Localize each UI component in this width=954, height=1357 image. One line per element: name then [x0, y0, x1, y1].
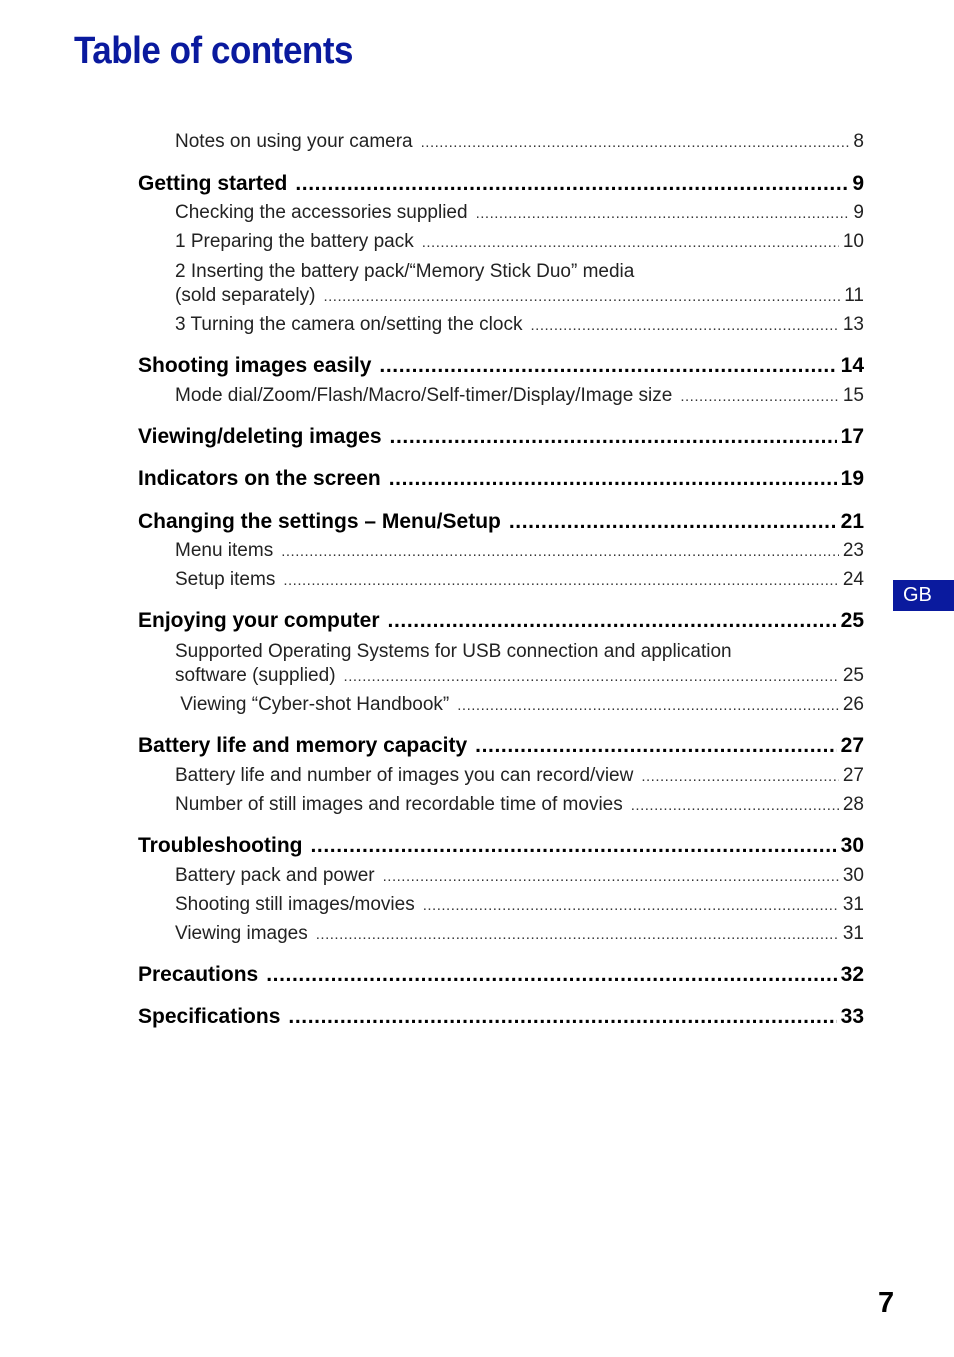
toc-page-number: 27: [840, 734, 864, 757]
toc-entry-shooting-still[interactable]: [175, 894, 864, 916]
toc-entry-label: Battery life and number of images you can record/view: [175, 765, 634, 786]
language-tab: GB: [893, 580, 954, 611]
page-number: 7: [878, 1287, 895, 1319]
toc-page-number: 15: [842, 385, 864, 406]
toc-section-indicators[interactable]: [138, 467, 864, 491]
toc-entry-inserting-line1[interactable]: 2 Inserting the battery pack/“Memory Stick Duo” media: [175, 261, 635, 282]
toc-entry-notes[interactable]: [175, 131, 864, 153]
toc-page-number: 8: [853, 131, 864, 152]
dot-leader: [281, 543, 839, 560]
dot-leader: [295, 172, 848, 196]
toc-page-number: 30: [842, 865, 864, 886]
dot-leader: [383, 868, 839, 885]
toc-section-label: Viewing/deleting images: [138, 425, 382, 448]
dot-leader: [288, 1005, 836, 1029]
toc-page-number: 13: [842, 314, 864, 335]
toc-page-number: 23: [842, 540, 864, 561]
toc-page-number: 9: [853, 202, 864, 223]
toc-entry-label: Viewing “Cyber-shot Handbook”: [175, 694, 450, 715]
dot-leader: [631, 797, 839, 814]
toc-section-label: Battery life and memory capacity: [138, 734, 468, 757]
dot-leader: [421, 134, 850, 151]
toc-entry-number-still[interactable]: [175, 794, 864, 816]
toc-entry-label: Notes on using your camera: [175, 131, 413, 152]
toc-page-number: 32: [840, 963, 864, 986]
dot-leader: [423, 897, 839, 914]
toc-section-shooting-easily[interactable]: [138, 354, 864, 378]
toc-section-label: Indicators on the screen: [138, 467, 381, 490]
toc-section-label: Shooting images easily: [138, 354, 372, 377]
toc-section-battery-life[interactable]: [138, 734, 864, 758]
toc-entry-checking-accessories[interactable]: [175, 202, 864, 224]
dot-leader: [266, 963, 836, 987]
toc-entry-label: 3 Turning the camera on/setting the clock: [175, 314, 523, 335]
toc-entry-label: software (supplied): [175, 665, 336, 686]
dot-leader: [283, 572, 839, 589]
toc-section-label: Changing the settings – Menu/Setup: [138, 510, 501, 533]
toc-entry-label: Viewing images: [175, 923, 308, 944]
toc-page-number: 21: [840, 510, 864, 533]
toc-section-specifications[interactable]: [138, 1005, 864, 1029]
toc-page-number: 17: [840, 425, 864, 448]
dot-leader: [530, 317, 838, 334]
toc-section-enjoying-computer[interactable]: [138, 609, 864, 633]
toc-section-label: Enjoying your computer: [138, 609, 380, 632]
toc-entry-label: Mode dial/Zoom/Flash/Macro/Self-timer/Display/Image size: [175, 385, 673, 406]
toc-entry-label: 1 Preparing the battery pack: [175, 231, 414, 252]
toc-entry-mode-dial[interactable]: [175, 385, 864, 407]
toc-entry-label: Shooting still images/movies: [175, 894, 415, 915]
toc-entry-label: Battery pack and power: [175, 865, 375, 886]
dot-leader: [680, 388, 839, 405]
toc-page-number: 31: [842, 894, 864, 915]
toc-page-number: 11: [844, 285, 864, 306]
dot-leader: [509, 510, 837, 534]
toc-section-label: Specifications: [138, 1005, 281, 1028]
toc-page-number: 25: [842, 665, 864, 686]
toc-entry-preparing-battery[interactable]: [175, 231, 864, 253]
dot-leader: [476, 205, 850, 222]
toc-section-viewing-deleting[interactable]: [138, 425, 864, 449]
toc-entry-supported-line1[interactable]: Supported Operating Systems for USB connection and application: [175, 641, 732, 662]
toc-entry-battery-record[interactable]: [175, 765, 864, 787]
toc-section-label: Precautions: [138, 963, 259, 986]
toc-page-number: 30: [840, 834, 864, 857]
toc-page-number: 9: [852, 172, 864, 195]
toc-entry-label: Number of still images and recordable time of movies: [175, 794, 623, 815]
toc-entry-label: Checking the accessories supplied: [175, 202, 468, 223]
dot-leader: [388, 609, 837, 633]
toc-entry-label: (sold separately): [175, 285, 316, 306]
toc-page-number: 33: [840, 1005, 864, 1028]
dot-leader: [323, 288, 840, 305]
dot-leader: [344, 668, 839, 685]
toc-entry-turning-on[interactable]: [175, 314, 864, 336]
dot-leader: [641, 768, 839, 785]
toc-page-number: 27: [842, 765, 864, 786]
toc-section-label: Troubleshooting: [138, 834, 303, 857]
dot-leader: [390, 425, 837, 449]
toc-page-number: 28: [842, 794, 864, 815]
dot-leader: [310, 834, 836, 858]
toc-page-number: 19: [840, 467, 864, 490]
dot-leader: [422, 234, 839, 251]
dot-leader: [316, 926, 839, 943]
toc-entry-battery-power[interactable]: [175, 865, 864, 887]
toc-page-number: 10: [842, 231, 864, 252]
toc-entry-label: Setup items: [175, 569, 276, 590]
toc-section-changing-settings[interactable]: [138, 510, 864, 534]
toc-section-precautions[interactable]: [138, 963, 864, 987]
toc-entry-supported-os[interactable]: [175, 665, 864, 687]
toc-section-label: Getting started: [138, 172, 288, 195]
dot-leader: [379, 354, 836, 378]
dot-leader: [389, 467, 837, 491]
toc-section-troubleshooting[interactable]: [138, 834, 864, 858]
toc-entry-inserting-battery[interactable]: [175, 285, 864, 307]
toc-entry-handbook[interactable]: [175, 694, 864, 716]
page-title: Table of contents: [74, 30, 354, 72]
toc-page-number: 25: [840, 609, 864, 632]
toc-page-number: 31: [842, 923, 864, 944]
toc-page-number: 26: [842, 694, 864, 715]
dot-leader: [457, 697, 839, 714]
toc-entry-setup-items[interactable]: [175, 569, 864, 591]
toc-page-number: 24: [842, 569, 864, 590]
toc-entry-menu-items[interactable]: [175, 540, 864, 562]
dot-leader: [475, 734, 837, 758]
toc-page-number: 14: [840, 354, 864, 377]
toc-entry-viewing-images[interactable]: [175, 923, 864, 945]
toc-entry-label: Menu items: [175, 540, 274, 561]
toc-section-getting-started[interactable]: [138, 172, 864, 196]
